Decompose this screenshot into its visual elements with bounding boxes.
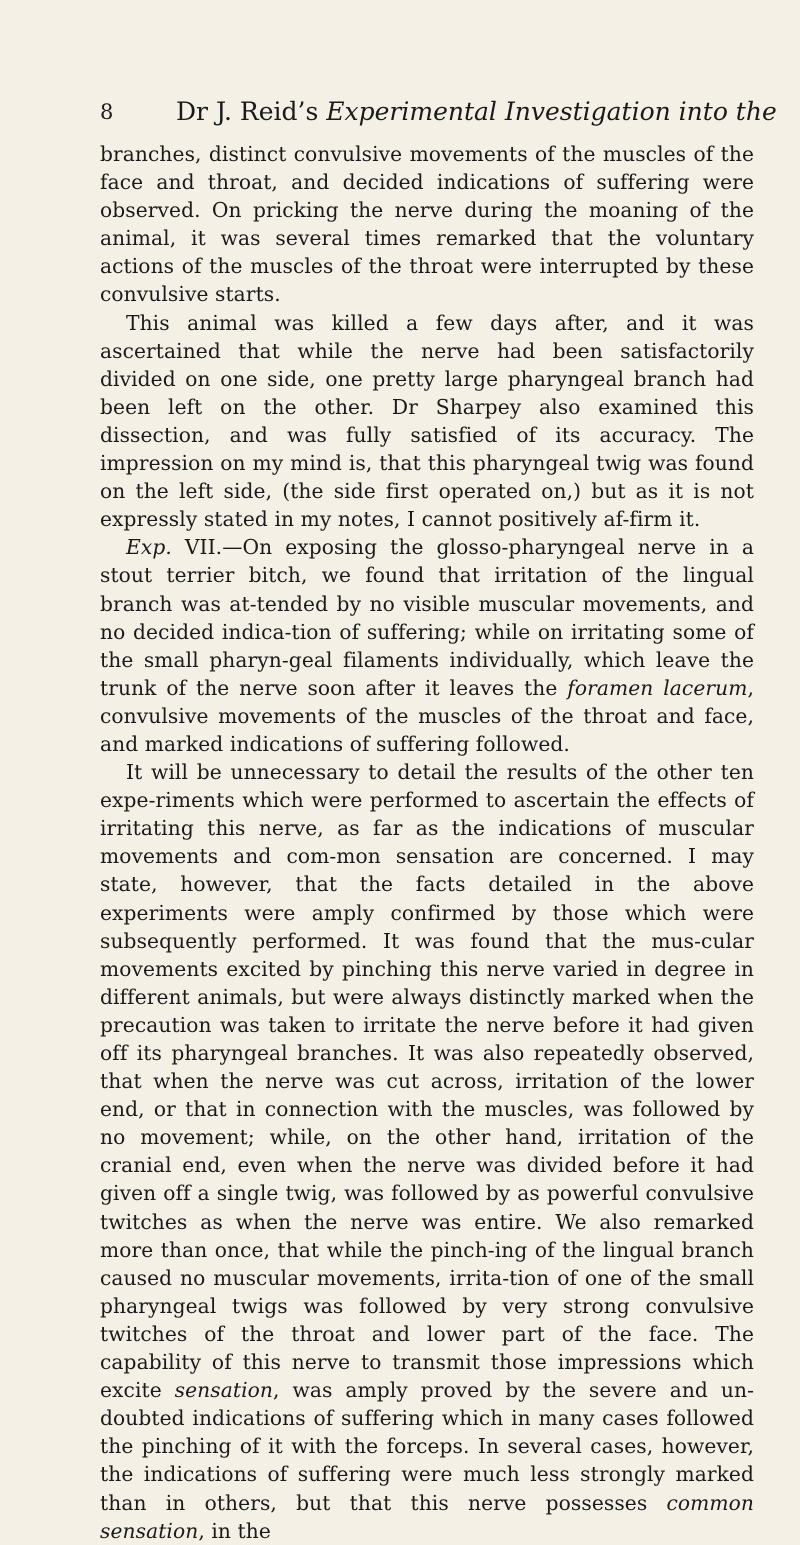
exp-label: Exp. (126, 535, 172, 560)
paragraph-3-part-2: , convulsive movements of the muscles of the throat and face, and marked indications of suffering followed. (100, 675, 755, 756)
running-head (100, 92, 777, 132)
running-title-author: Dr J. Reid’s (176, 97, 327, 126)
foramen-lacerum-term: foramen lacerum (567, 675, 748, 700)
sensation-term: sensation (174, 1378, 274, 1403)
paragraph-3-part-1: VII.—On exposing the glosso-pharyngeal nerve in a stout terrier bitch, we found that irritation of the lingual branch was at-tended by no visible muscular movements, and no decided indica-tion of suffering; while on irritating some of the small pharyn-geal filaments individually, which leave the trunk of the nerve soon after it leaves the (100, 535, 754, 700)
running-title (176, 92, 777, 132)
body-text (100, 140, 754, 1545)
paragraph-4 (100, 758, 754, 1545)
paragraph-4-part-2: , was amply proved by the severe and un-doubted indications of suffering which in many cases followed the pinching of it with the forceps. In several cases, however, the indications of suffering were much less strongly marked than in others, but that this nerve possesses (100, 1378, 754, 1515)
paragraph-1: branches, distinct convulsive movements of the muscles of the face and throat, and decided indications of suffering were observed. On pricking the nerve during the moaning of the animal, it was several times remarked that the voluntary actions of the muscles of the throat were interrupted by these convulsive starts. (100, 142, 754, 307)
paragraph-4-part-3: , in the (198, 1518, 271, 1543)
paragraph-2: This animal was killed a few days after, and it was ascertained that while the nerve had been satisfactorily divided on one side, one pretty large pharyngeal branch had been left on the other. Dr Sharpey also examined this dissection, and was fully satisfied of its accuracy. The impression on my mind is, that this pharyngeal twig was found on the left side, (the side first operated on,) but as it is not expressly stated in my notes, I cannot positively af-firm it. (100, 310, 754, 532)
paragraph-4-part-1: It will be unnecessary to detail the results of the other ten expe-riments which were performed to ascertain the effects of irritating this nerve, as far as the indications of muscular movements and com-mon sensation are concerned. I may state, however, that the facts detailed in the above experiments were amply confirmed by those which were subsequently performed. It was found that the mus-cular movements excited by pinching this nerve varied in degree in different animals, but were always distinctly marked when the precaution was taken to irritate the nerve before it had given off its pharyngeal branches. It was also repeatedly observed, that when the nerve was cut across, irritation of the lower end, or that in connection with the muscles, was followed by no movement; while, on the other hand, irritation of the cranial end, even when the nerve was divided before it had given off a single twig, was followed by as powerful convulsive twitches as when the nerve was entire. We also remarked more than once, that while the pinch-ing of the lingual branch caused no muscular movements, irrita-tion of one of the small pharyngeal twigs was followed by very strong convulsive twitches of the throat and lower part of the face. The capability of this nerve to transmit those impressions which excite (100, 760, 754, 1403)
paragraph-3 (100, 533, 754, 758)
common-sensation-term: common sensation (100, 1490, 754, 1543)
page-number: 8 (100, 100, 114, 124)
running-title-italic: Experimental Investigation into the (326, 97, 777, 126)
